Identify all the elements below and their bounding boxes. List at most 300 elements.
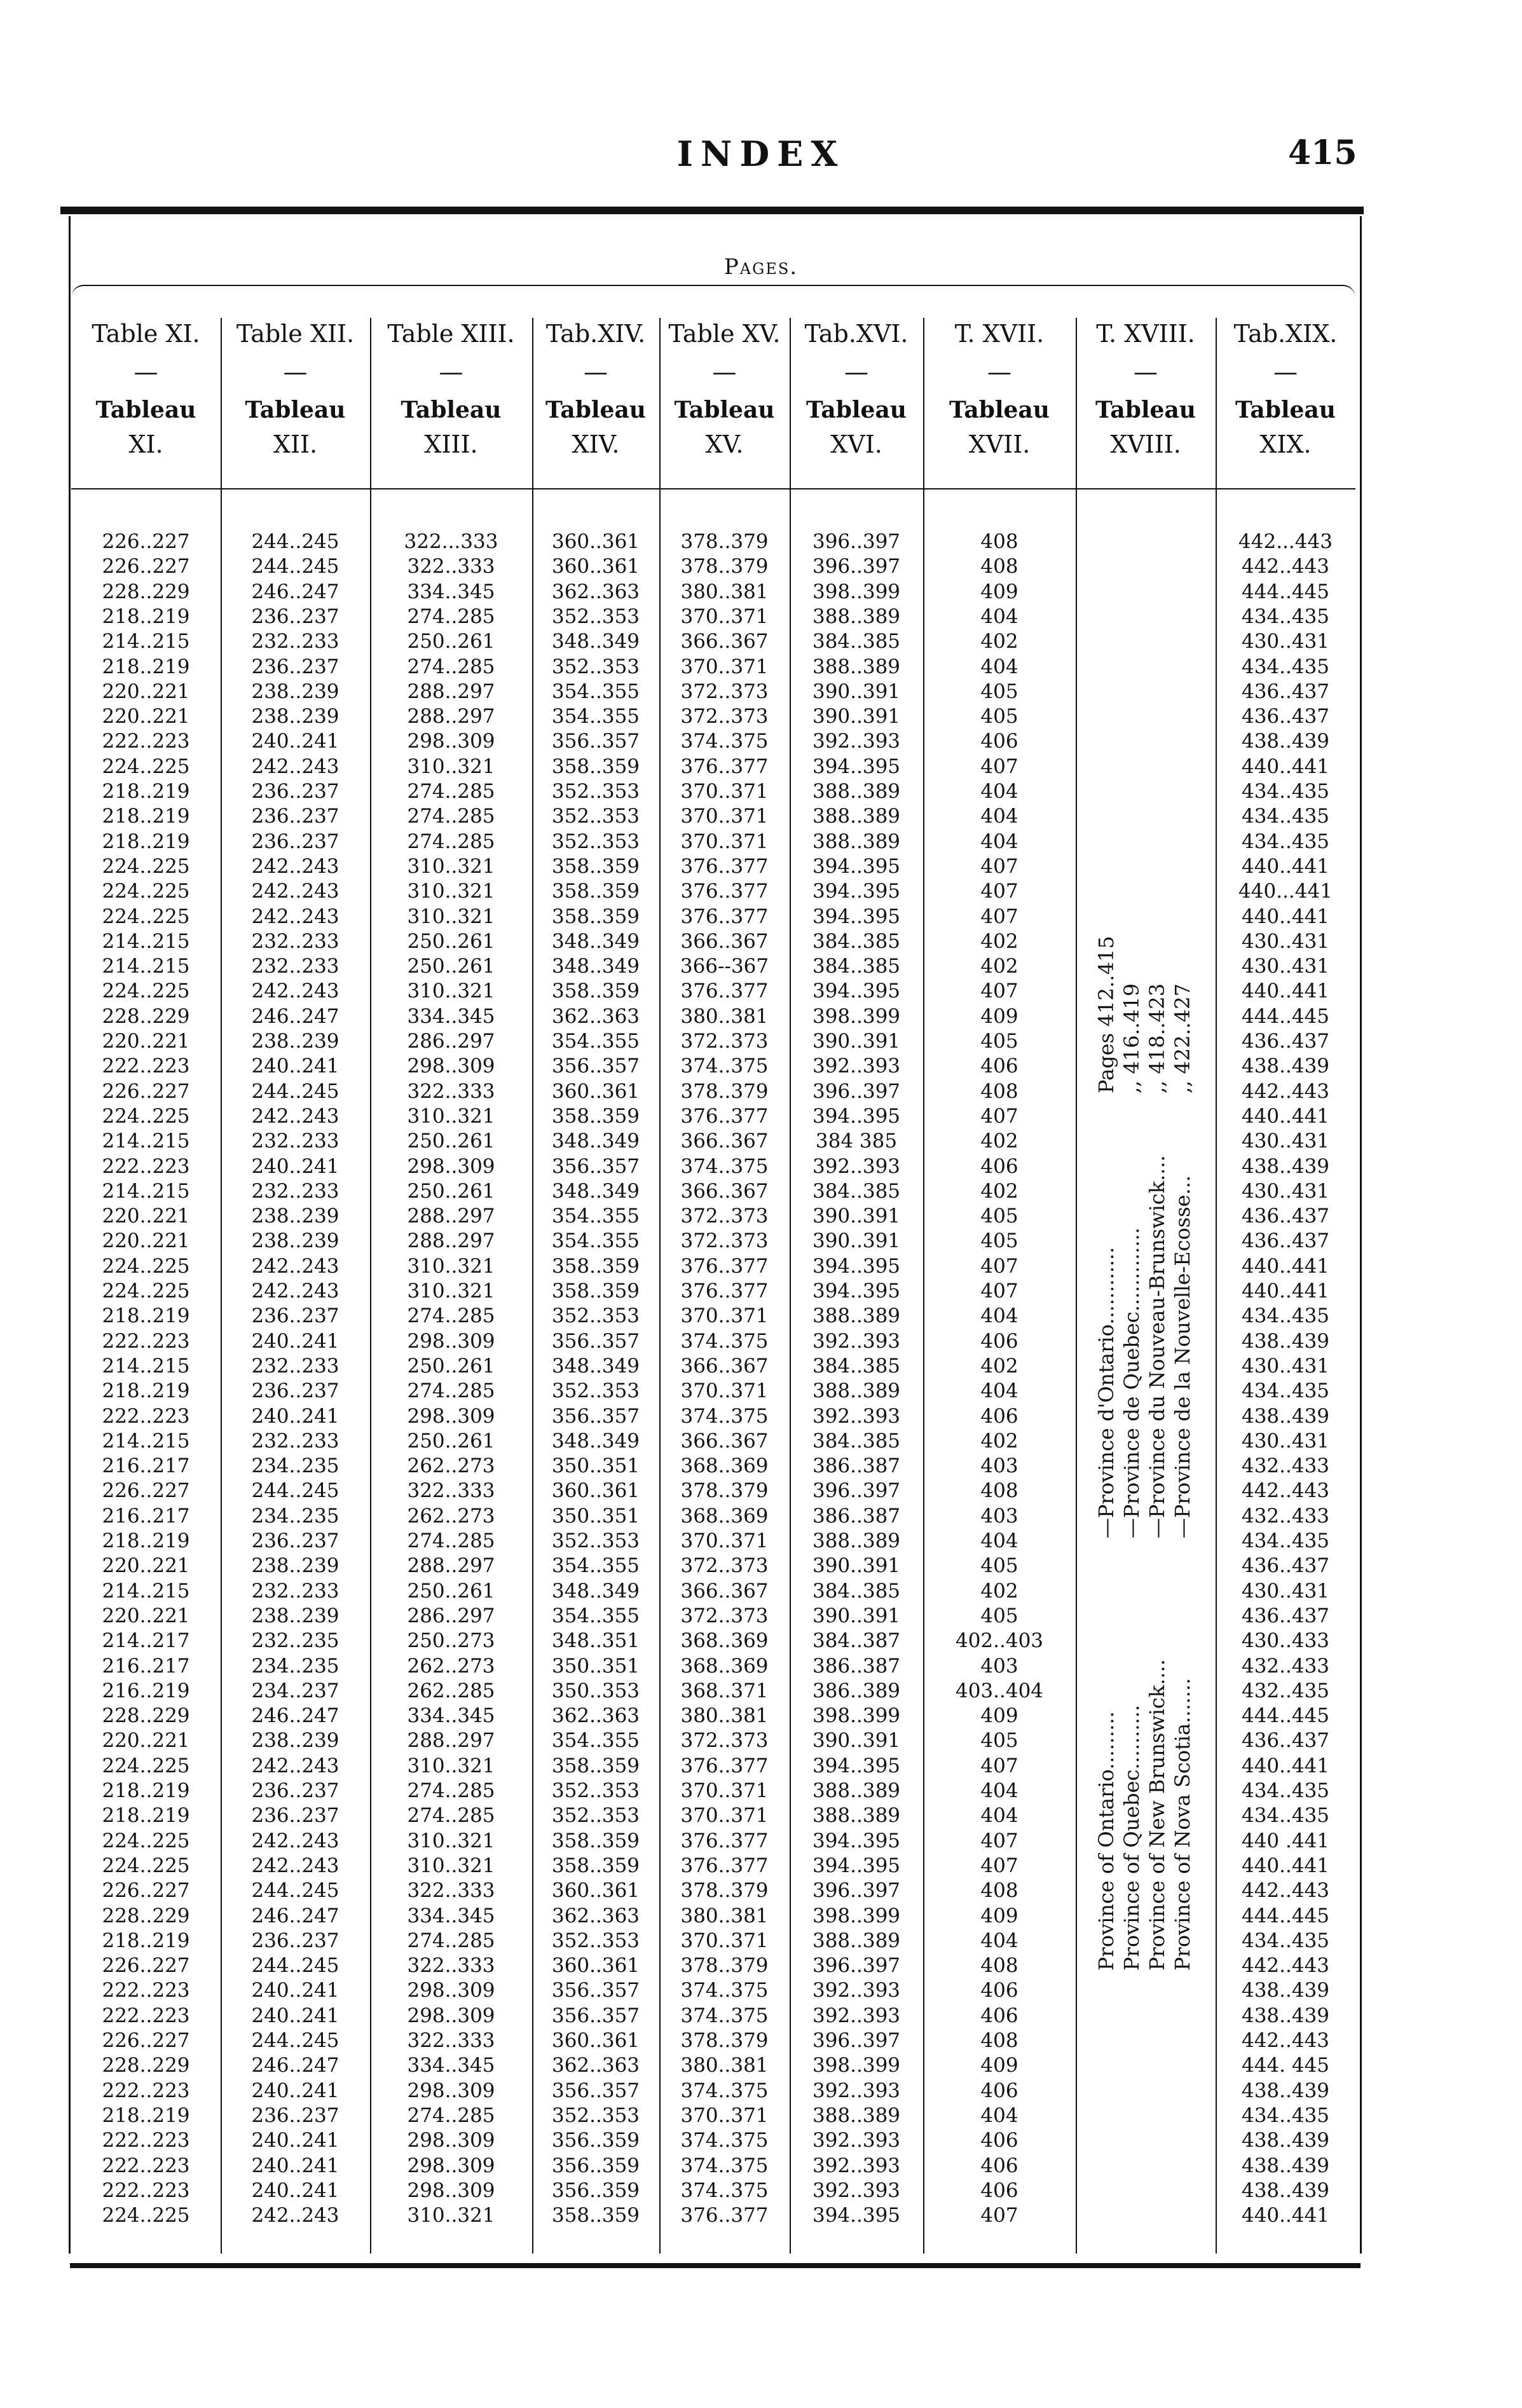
table-cell: 406 [980,1404,1018,1428]
table-cell: 274..285 [407,1529,495,1552]
table-cell: 238..239 [251,680,339,703]
table-cell: 388..389 [812,1529,901,1552]
table-cell: 310..321 [407,1754,495,1777]
table-cell: 406 [980,2079,1018,2102]
table-cell: 250..261 [407,929,495,953]
table-cell: 378..379 [680,1954,769,1978]
table-cell: 218..219 [102,780,190,803]
table-cell: 224..225 [102,1254,190,1278]
header-dash: — [584,358,608,386]
table-cell: 374..375 [680,2179,769,2202]
table-cell: 356..357 [551,2079,640,2102]
table-cell: 384..385 [812,955,901,978]
table-cell: 310..321 [407,1829,495,1852]
table-cell: 244..245 [251,1079,339,1103]
table-cell: 220..221 [102,705,190,729]
column-divider [532,318,533,2254]
table-cell: 406 [980,1329,1018,1353]
table-cell: 356..359 [551,2179,640,2202]
table-cell: 434..435 [1241,1779,1330,1802]
table-cell: 384..385 [812,929,901,953]
table-cell: 442..443 [1241,1079,1330,1103]
table-cell: 358..359 [551,1829,640,1852]
column-divider [370,318,371,2254]
header-dash: — [439,358,463,386]
bottom-rule [70,2263,1361,2268]
table-cell: 310..321 [407,2204,495,2227]
header-rule [71,488,1355,489]
table-cell: 240..241 [251,1404,339,1428]
table-cell: 250..261 [407,1354,495,1378]
table-cell: 240..241 [251,2154,339,2177]
table-cell: 434..435 [1241,655,1330,678]
table-cell: 384..385 [812,1354,901,1378]
table-cell: 322..333 [407,555,495,578]
table-cell: 430..431 [1241,1579,1330,1603]
table-cell: 436..437 [1241,1554,1330,1578]
table-cell: 392..393 [812,2154,901,2177]
table-cell: 438..439 [1241,1329,1330,1353]
side-note-pages: ,, 418..423 [1145,983,1169,1093]
table-cell: 242..243 [251,1754,339,1777]
table-cell: 436..437 [1241,705,1330,729]
table-cell: 376..377 [680,2204,769,2227]
table-cell: 232..233 [251,929,339,953]
table-cell: 250..273 [407,1629,495,1653]
table-cell: 242..243 [251,854,339,878]
table-cell: 352..353 [551,1929,640,1952]
table-cell: 348..349 [551,955,640,978]
table-cell: 298..309 [407,1154,495,1178]
table-cell: 388..389 [812,1779,901,1802]
table-cell: 374..375 [680,730,769,753]
table-cell: 407 [980,854,1018,878]
side-note-en: Province of Quebec.......... [1120,1704,1144,1971]
table-cell: 226..227 [102,1954,190,1978]
table-cell: 436..437 [1241,1729,1330,1753]
table-cell: 244..245 [251,2029,339,2052]
table-cell: 226..227 [102,1079,190,1103]
table-cell: 238..239 [251,1030,339,1053]
table-cell: 407 [980,1280,1018,1303]
table-cell: 370..371 [680,2104,769,2127]
table-cell: 244..245 [251,1879,339,1903]
table-cell: 440..441 [1241,1254,1330,1278]
side-note-en: Province of Nova Scotia....... [1170,1678,1195,1971]
table-cell: 409 [980,1004,1018,1028]
table-cell: 402 [980,1179,1018,1203]
table-cell: 362..363 [551,2054,640,2077]
table-cell: 250..261 [407,630,495,653]
table-cell: 370..371 [680,780,769,803]
table-cell: 348..349 [551,1130,640,1153]
table-cell: 222..223 [102,2004,190,2027]
table-cell: 224..225 [102,905,190,928]
table-cell: 298..309 [407,1979,495,2002]
table-cell: 388..389 [812,1804,901,1828]
table-cell: 334..345 [407,2054,495,2077]
table-cell: 378..379 [680,1079,769,1103]
table-cell: 250..261 [407,1579,495,1603]
table-cell: 372..373 [680,1554,769,1578]
table-cell: 396..397 [812,530,901,553]
table-cell: 394..395 [812,2204,901,2227]
table-cell: 442..443 [1241,555,1330,578]
table-cell: 354..355 [551,1604,640,1627]
table-cell: 405 [980,1554,1018,1578]
column-divider [659,318,661,2254]
table-cell: 354..355 [551,1229,640,1253]
column-header-french: Tableau [95,397,196,423]
table-cell: 409 [980,1904,1018,1927]
table-cell: 370..371 [680,1804,769,1828]
table-cell: 442..443 [1241,1479,1330,1503]
table-cell: 274..285 [407,605,495,628]
column-divider [221,318,222,2254]
table-cell: 288..297 [407,680,495,703]
table-cell: 288..297 [407,1554,495,1578]
table-cell: 238..239 [251,1729,339,1753]
header-dash: — [1273,358,1298,386]
table-cell: 430..431 [1241,1354,1330,1378]
table-cell: 366--367 [680,955,769,978]
table-cell: 388..389 [812,2104,901,2127]
side-note-en: Province of Ontario......... [1094,1711,1118,1971]
column-header-french: Tableau [245,397,346,423]
table-cell: 352..353 [551,1804,640,1828]
table-cell: 392..393 [812,2079,901,2102]
table-cell: 402 [980,1354,1018,1378]
table-cell: 298..309 [407,2129,495,2152]
pages-heading: Pages. [723,254,799,280]
table-cell: 408 [980,1954,1018,1978]
table-cell: 246..247 [251,2054,339,2077]
table-cell: 298..309 [407,2079,495,2102]
table-cell: 350..351 [551,1454,640,1478]
table-column [532,305,659,2254]
table-cell: 246..247 [251,1004,339,1028]
table-cell: 438..439 [1241,1404,1330,1428]
table-cell: 394..395 [812,905,901,928]
table-cell: 218..219 [102,1804,190,1828]
table-cell: 403 [980,1504,1018,1528]
table-cell: 380..381 [680,580,769,603]
table-cell: 216..217 [102,1654,190,1678]
table-cell: 388..389 [812,780,901,803]
table-cell: 394..395 [812,980,901,1003]
table-cell: 434..435 [1241,1804,1330,1828]
table-cell: 298..309 [407,1055,495,1078]
table-cell: 404 [980,1929,1018,1952]
table-cell: 388..389 [812,655,901,678]
table-cell: 218..219 [102,830,190,853]
side-note-pages: ,, 422..427 [1170,983,1195,1093]
table-cell: 392..393 [812,1979,901,2002]
table-cell: 220..221 [102,680,190,703]
table-cell: 360..361 [551,530,640,553]
table-cell: 388..389 [812,830,901,853]
table-cell: 402 [980,630,1018,653]
table-cell: 274..285 [407,1779,495,1802]
table-cell: 360..361 [551,2029,640,2052]
table-cell: 434..435 [1241,780,1330,803]
table-cell: 370..371 [680,655,769,678]
table-cell: 358..359 [551,1254,640,1278]
table-cell: 376..377 [680,905,769,928]
column-header [1216,318,1355,463]
table-cell: 374..375 [680,1979,769,2002]
top-rule [60,207,1364,214]
table-column [221,305,370,2254]
table-cell: 392..393 [812,1329,901,1353]
table-cell: 218..219 [102,1779,190,1802]
table-cell: 334..345 [407,1704,495,1728]
table-cell: 440..441 [1241,1754,1330,1777]
table-cell: 398..399 [812,1904,901,1927]
table-cell: 222..223 [102,1404,190,1428]
table-cell: 222..223 [102,1055,190,1078]
table-cell: 376..377 [680,1104,769,1128]
table-cell: 407 [980,1254,1018,1278]
column-header-number: XVIII. [1110,430,1181,458]
column-header-english: Tab.XIX. [1233,320,1338,348]
table-cell: 390..391 [812,1229,901,1253]
table-cell: 408 [980,2029,1018,2052]
table-cell: 226..227 [102,530,190,553]
table-cell: 376..377 [680,755,769,778]
table-cell: 348..351 [551,1629,640,1653]
table-cell: 242..243 [251,880,339,903]
table-cell: 403..404 [955,1679,1044,1702]
table-cell: 322..333 [407,2029,495,2052]
table-cell: 250..261 [407,1130,495,1153]
table-cell: 218..219 [102,1929,190,1952]
table-column [659,305,790,2254]
table-cell: 232..233 [251,1429,339,1453]
column-header-english: T. XVII. [954,320,1045,348]
table-cell: 378..379 [680,555,769,578]
table-cell: 234..235 [251,1654,339,1678]
table-cell: 238..239 [251,705,339,729]
table-cell: 242..243 [251,1854,339,1877]
table-cell: 392..393 [812,2179,901,2202]
table-cell: 234..235 [251,1454,339,1478]
table-cell: 390..391 [812,1030,901,1053]
side-note-line [1144,890,1170,1971]
table-cell: 298..309 [407,1329,495,1353]
table-cell: 438..439 [1241,2179,1330,2202]
table-cell: 214..215 [102,929,190,953]
table-cell: 438..439 [1241,2004,1330,2027]
side-note-pages: Pages 412..415 [1094,936,1118,1093]
table-cell: 358..359 [551,854,640,878]
table-cell: 246..247 [251,1704,339,1728]
table-cell: 434..435 [1241,1529,1330,1552]
header-dash: — [283,358,308,386]
table-cell: 438..439 [1241,1055,1330,1078]
header-dash: — [134,358,158,386]
table-cell: 322..333 [407,1954,495,1978]
table-cell: 214..215 [102,1354,190,1378]
table-cell: 216..217 [102,1504,190,1528]
table-cell: 362..363 [551,1004,640,1028]
table-cell: 334..345 [407,580,495,603]
table-cell: 360..361 [551,1954,640,1978]
table-cell: 354..355 [551,1729,640,1753]
table-cell: 444. 445 [1241,2054,1330,2077]
table-cell: 356..357 [551,1055,640,1078]
table-cell: 310..321 [407,1254,495,1278]
table-cell: 374..375 [680,2154,769,2177]
table-cell: 274..285 [407,805,495,828]
table-cell: 224..225 [102,1854,190,1877]
table-cell: 392..393 [812,2129,901,2152]
table-cell: 398..399 [812,580,901,603]
table-cell: 352..353 [551,780,640,803]
table-cell: 406 [980,2179,1018,2202]
column-header-english: T. XVIII. [1096,320,1195,348]
table-cell: 232..233 [251,1354,339,1378]
table-cell: 370..371 [680,1779,769,1802]
table-cell: 224..225 [102,980,190,1003]
table-cell: 242..243 [251,1280,339,1303]
table-cell: 240..241 [251,730,339,753]
table-cell: 262..273 [407,1504,495,1528]
column-header-number: XII. [273,430,318,458]
table-cell: 405 [980,1604,1018,1627]
table-cell: 406 [980,2129,1018,2152]
table-cell: 274..285 [407,1804,495,1828]
table-cell: 378..379 [680,530,769,553]
column-header [370,318,532,463]
table-cell: 262..285 [407,1679,495,1702]
table-cell: 358..359 [551,1754,640,1777]
table-cell: 236..237 [251,780,339,803]
table-cell: 232..233 [251,1130,339,1153]
table-cell: 322..333 [407,1079,495,1103]
column-header [221,318,370,463]
table-cell: 240..241 [251,1329,339,1353]
table-cell: 238..239 [251,1229,339,1253]
table-cell: 222..223 [102,1979,190,2002]
table-cell: 394..395 [812,1104,901,1128]
table-cell: 409 [980,2054,1018,2077]
table-cell: 440..441 [1241,2204,1330,2227]
table-cell: 432..433 [1241,1454,1330,1478]
table-cell: 388..389 [812,1304,901,1328]
table-cell: 310..321 [407,905,495,928]
header-dash: — [712,358,737,386]
table-cell: 392..393 [812,1055,901,1078]
table-cell: 360..361 [551,1479,640,1503]
table-cell: 404 [980,655,1018,678]
table-cell: 440...441 [1238,880,1333,903]
side-note-fr: —Province de la Nouvelle-Ecosse... [1170,1175,1195,1538]
table-cell: 238..239 [251,1205,339,1228]
table-cell: 358..359 [551,1280,640,1303]
table-cell: 218..219 [102,805,190,828]
table-cell: 440..441 [1241,905,1330,928]
table-cell: 392..393 [812,1154,901,1178]
table-cell: 434..435 [1241,1379,1330,1403]
table-cell: 222..223 [102,2079,190,2102]
table-cell: 236..237 [251,1929,339,1952]
table-cell: 396..397 [812,1879,901,1903]
table-cell: 218..219 [102,655,190,678]
table-cell: 360..361 [551,1879,640,1903]
table-cell: 396..397 [812,1954,901,1978]
table-cell: 242..243 [251,1104,339,1128]
column-divider [1216,318,1217,2254]
table-cell: 403 [980,1654,1018,1678]
table-cell: 407 [980,1104,1018,1128]
table-cell: 274..285 [407,780,495,803]
table-cell: 348..349 [551,1354,640,1378]
table-cell: 236..237 [251,1379,339,1403]
table-cell: 434..435 [1241,830,1330,853]
table-cell: 406 [980,1055,1018,1078]
table-cell: 404 [980,1379,1018,1403]
table-cell: 430..431 [1241,1429,1330,1453]
table-cell: 286..297 [407,1604,495,1627]
table-cell: 298..309 [407,1404,495,1428]
table-cell: 396..397 [812,555,901,578]
table-cell: 244..245 [251,1479,339,1503]
table-cell: 396..397 [812,2029,901,2052]
table-cell: 378..379 [680,1479,769,1503]
table-cell: 352..353 [551,1529,640,1552]
table-cell: 392..393 [812,2004,901,2027]
table-cell: 402 [980,929,1018,953]
table-cell: 434..435 [1241,1929,1330,1952]
table-cell: 430..431 [1241,1179,1330,1203]
table-cell: 242..243 [251,1829,339,1852]
table-cell: 432..433 [1241,1654,1330,1678]
table-cell: 234..235 [251,1504,339,1528]
table-cell: 358..359 [551,2204,640,2227]
column-header [923,318,1076,463]
table-cell: 236..237 [251,1529,339,1552]
table-cell: 358..359 [551,1104,640,1128]
table-cell: 232..233 [251,1579,339,1603]
table-cell: 434..435 [1241,805,1330,828]
table-cell: 236..237 [251,1804,339,1828]
table-cell: 394..395 [812,1829,901,1852]
table-cell: 334..345 [407,1004,495,1028]
table-cell: 366..367 [680,1179,769,1203]
table-cell: 374..375 [680,1404,769,1428]
table-cell: 406 [980,2154,1018,2177]
table-cell: 224..225 [102,1280,190,1303]
table-cell: 404 [980,605,1018,628]
table-cell: 362..363 [551,1904,640,1927]
table-cell: 398..399 [812,2054,901,2077]
table-cell: 352..353 [551,1379,640,1403]
table-cell: 394..395 [812,1254,901,1278]
table-cell: 236..237 [251,1779,339,1802]
table-cell: 386..387 [812,1454,901,1478]
table-cell: 408 [980,555,1018,578]
table-cell: 376..377 [680,1280,769,1303]
table-cell: 240..241 [251,2004,339,2027]
table-cell: 214..215 [102,1429,190,1453]
table-cell: 358..359 [551,880,640,903]
table-cell: 298..309 [407,2004,495,2027]
table-cell: 407 [980,755,1018,778]
table-cell: 442..443 [1241,1954,1330,1978]
table-cell: 386..389 [812,1679,901,1702]
column-header [790,318,923,463]
